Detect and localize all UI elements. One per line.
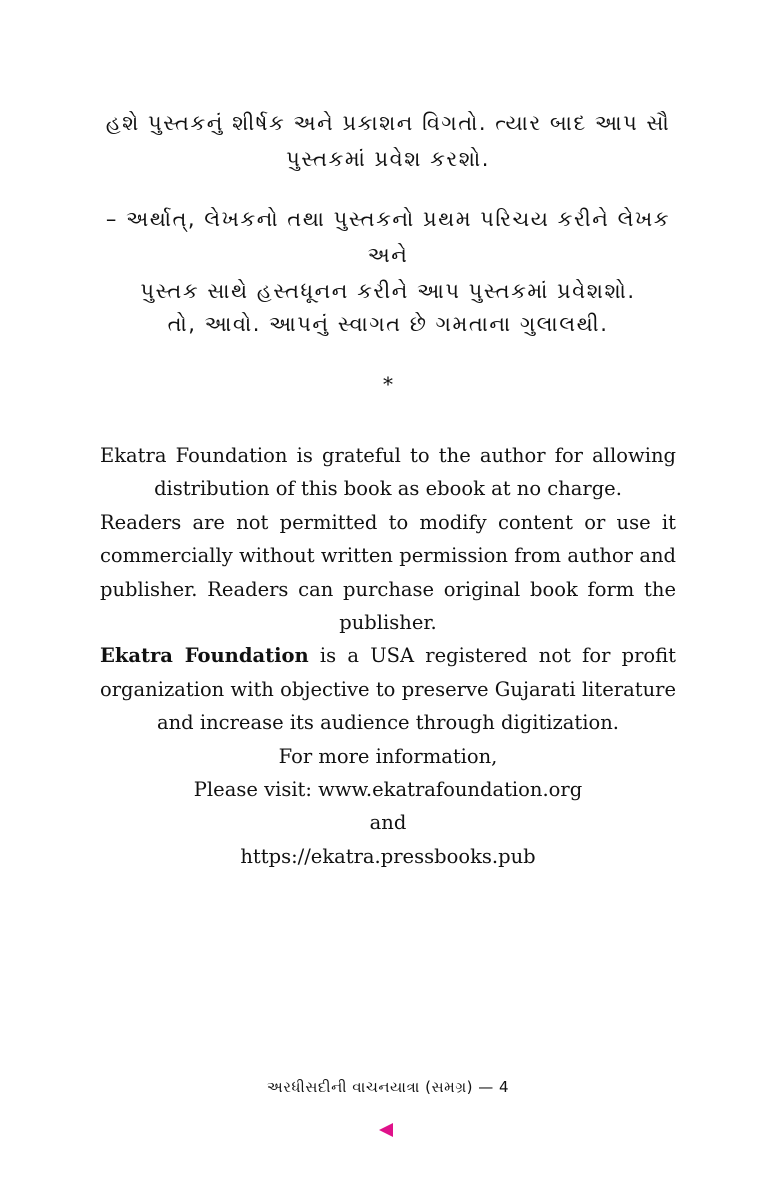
notice-line-7-rest: is a USA registered not for profit	[308, 644, 676, 668]
notice-line-9: and increase its audience through digitization.	[157, 711, 619, 735]
notice-line-1: Ekatra Foundation is grateful to the author for allowing	[100, 444, 676, 467]
visit-label: Please visit:	[193, 778, 319, 802]
section-separator: *	[383, 372, 393, 396]
ekatra-foundation-link[interactable]: www.ekatrafoundation.org	[318, 778, 583, 802]
visit-line	[100, 773, 676, 806]
gujarati-paragraph-1	[90, 105, 686, 177]
notice-line-2: distribution of this book as ebook at no charge.	[154, 477, 622, 501]
gujarati-para1-line1: હશે પુસ્તકનું શીર્ષક અને પ્રકાશન વિગતો. ત્યાર બાદ આપ સૌ	[105, 111, 671, 135]
page-footer: અરધીસદીની વાચનયાત્રા (સમગ્ર) — 4	[266, 1078, 510, 1096]
previous-page-arrow-icon[interactable]	[379, 1123, 393, 1137]
notice-line-7	[100, 639, 676, 672]
gujarati-paragraph-2	[90, 201, 686, 309]
and-line: and	[369, 811, 407, 835]
gujarati-para2-line1: – અર્થાત્, લેખકનો તથા પુસ્તકનો પ્રથમ પરિચય કરીને લેખક અને	[105, 207, 671, 267]
org-name: Ekatra Foundation	[100, 644, 309, 668]
notice-line-5: publisher. Readers can purchase original book form the	[100, 577, 676, 601]
notice-line-4: commercially without written permission from author and	[100, 544, 676, 568]
gujarati-para2-line2: પુસ્તક સાથે હસ્તધૂનન કરીને આપ પુસ્તકમાં પ્રવેશશો.	[140, 279, 636, 303]
gujarati-para1-line2: પુસ્તકમાં પ્રવેશ કરશો.	[286, 147, 490, 171]
notice-line-8: organization with objective to preserve Gujarati literature	[100, 677, 676, 701]
notice-line-3: Readers are not permitted to modify content or use it	[100, 510, 676, 534]
notice-line-10: For more information,	[278, 744, 498, 768]
gujarati-paragraph-3: તો, આવો. આપનું સ્વાગત છે ગમતાના ગુલાલથી.	[167, 312, 609, 336]
pressbooks-link[interactable]: https://ekatra.pressbooks.pub	[240, 844, 536, 868]
distribution-notice	[100, 439, 676, 873]
notice-line-6: publisher.	[339, 611, 437, 635]
